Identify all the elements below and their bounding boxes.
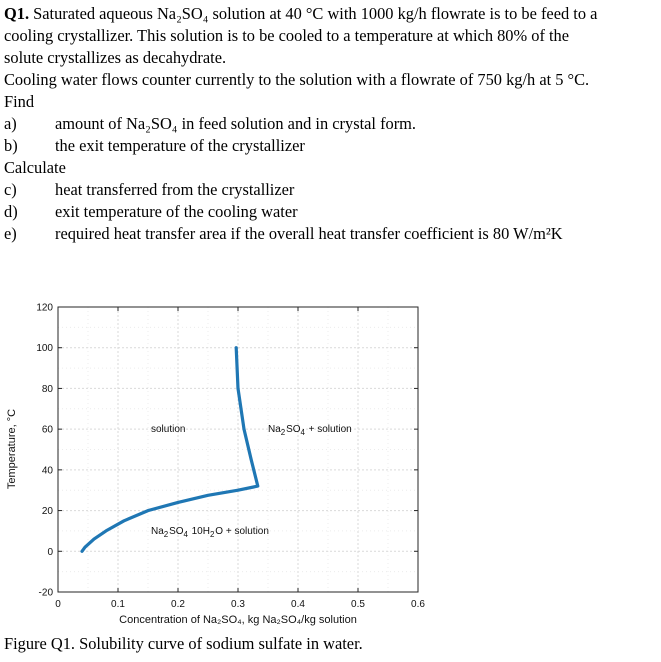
y-tick-label: 0 [47, 546, 53, 558]
question-line-1 [4, 3, 597, 25]
question-line-3: solute crystallizes as decahydrate. [4, 48, 227, 67]
y-tick-label: 120 [36, 302, 53, 314]
chart-annotation: solution [151, 424, 186, 436]
item-text-b: the exit temperature of the crystallizer [55, 136, 305, 155]
y-axis-label: Temperature, °C [6, 408, 18, 490]
solubility-curve-line [82, 348, 258, 552]
y-tick-label: 40 [41, 465, 53, 477]
x-tick-label: 0 [55, 599, 61, 610]
y-tick-label: 100 [36, 343, 53, 355]
x-tick-label: 0.2 [171, 599, 185, 610]
question-number: Q1. [4, 4, 30, 23]
item-letter-c: c) [4, 180, 17, 199]
x-axis-label: Concentration of Na₂SO₄, kg Na₂SO₄/kg solution [119, 614, 357, 626]
x-tick-label: 0.6 [411, 599, 425, 610]
chart-annotation: $Na_2$ $SO_4$ + solution [268, 424, 352, 438]
y-tick-label: 60 [41, 424, 53, 436]
figure-caption: Figure Q1. Solubility curve of sodium sulfate in water. [4, 634, 363, 653]
chart-annotation: $Na_2$ $SO_4$ $10H_2$ O + solution [151, 525, 269, 539]
x-tick-label: 0.4 [291, 599, 305, 610]
question-text-1: Saturated aqueous Na₂SO₄ solution at 40 °C with 1000 kg/h flowrate is to be feed to a [33, 4, 598, 23]
y-tick-label: 20 [41, 506, 53, 518]
y-tick-label: -20 [38, 587, 53, 599]
x-tick-label: 0.1 [111, 599, 125, 610]
grid-layer [58, 307, 418, 592]
item-letter-a: a) [4, 114, 17, 133]
item-text-a: amount of Na₂SO₄ in feed solution and in crystal form. [55, 114, 417, 133]
item-letter-b: b) [4, 136, 18, 155]
question-line-4: Cooling water flows counter currently to the solution with a flowrate of 750 kg/h at 5 °C. [4, 70, 590, 89]
item-text-c: heat transferred from the crystallizer [55, 180, 295, 199]
item-letter-e: e) [4, 224, 17, 243]
x-tick-label: 0.3 [231, 599, 245, 610]
item-text-d: exit temperature of the cooling water [55, 202, 298, 221]
question-line-2: cooling crystallizer. This solution is to be cooled to a temperature at which 80% of the [4, 26, 570, 45]
calculate-label: Calculate [4, 158, 66, 177]
y-tick-label: 80 [41, 383, 53, 395]
annotation-layer [151, 424, 352, 539]
item-text-e: required heat transfer area if the overall heat transfer coefficient is 80 W/m²K [55, 224, 563, 243]
item-letter-d: d) [4, 202, 18, 221]
find-label: Find [4, 92, 35, 111]
x-tick-label: 0.5 [351, 599, 365, 610]
solubility-chart [0, 295, 661, 630]
tick-layer [36, 303, 425, 611]
